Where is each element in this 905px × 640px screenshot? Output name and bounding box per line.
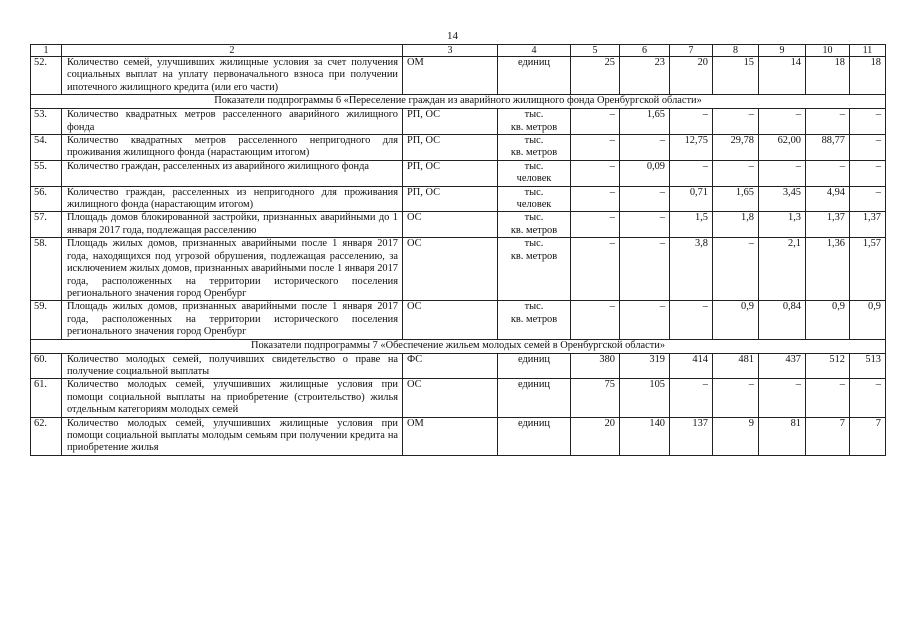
source-code: ОМ [403,57,498,95]
source-code: ОС [403,379,498,417]
indicator-name: Количество граждан, расселенных из непригодного для проживания жилищного фонда (нарастающим итогом) [62,186,403,212]
unit-of-measure: единиц [498,57,571,95]
value-cell: – [670,379,713,417]
row-number: 62. [31,417,62,455]
source-code: РП, ОС [403,160,498,186]
value-cell: 1,3 [759,212,806,238]
column-number: 11 [850,45,886,57]
table-row [31,212,886,238]
value-cell: 0,9 [850,301,886,339]
unit-of-measure: тыс. кв. метров [498,135,571,161]
source-code: РП, ОС [403,109,498,135]
value-cell: – [571,160,620,186]
unit-of-measure: тыс. кв. метров [498,238,571,301]
value-cell: – [670,160,713,186]
value-cell: 481 [713,353,759,379]
value-cell: 7 [850,417,886,455]
source-code: ОС [403,212,498,238]
value-cell: 14 [759,57,806,95]
section-header-row [31,339,886,353]
value-cell: – [713,238,759,301]
unit-of-measure: единиц [498,379,571,417]
value-cell: 7 [806,417,850,455]
source-code: ФС [403,353,498,379]
column-number: 1 [31,45,62,57]
value-cell: 137 [670,417,713,455]
value-cell: 23 [620,57,670,95]
column-number: 8 [713,45,759,57]
value-cell: 1,65 [620,109,670,135]
table-body [31,45,886,456]
value-cell: 414 [670,353,713,379]
section-header-row [31,95,886,109]
value-cell: – [620,238,670,301]
value-cell: 1,5 [670,212,713,238]
indicator-name: Площадь жилых домов, признанных аварийными после 1 января 2017 года, расположенных на территории исторического поселения регионального значения город Оренбург [62,301,403,339]
indicator-name: Площадь домов блокированной застройки, признанных аварийными до 1 января 2017 года, подлежащая расселению [62,212,403,238]
row-number: 57. [31,212,62,238]
indicator-name: Площадь жилых домов, признанных аварийными после 1 января 2017 года, находящихся под угрозой обрушения, подлежащая расселению, за исключением жилых домов, признанных аварийными после 1 января 2017 года, расположенных на территории исторического поселения регионального значения город Оренбург [62,238,403,301]
value-cell: 88,77 [806,135,850,161]
value-cell: 29,78 [713,135,759,161]
column-number: 9 [759,45,806,57]
value-cell: – [850,160,886,186]
table-row [31,135,886,161]
value-cell: – [713,160,759,186]
value-cell: – [670,301,713,339]
column-number: 10 [806,45,850,57]
table-row [31,417,886,455]
value-cell: – [759,160,806,186]
section-title: Показатели подпрограммы 6 «Переселение граждан из аварийного жилищного фонда Оренбургской области» [31,95,886,109]
table-row [31,160,886,186]
value-cell: – [850,135,886,161]
column-number: 4 [498,45,571,57]
value-cell: 18 [806,57,850,95]
table-row [31,301,886,339]
source-code: ОС [403,301,498,339]
row-number: 59. [31,301,62,339]
value-cell: 81 [759,417,806,455]
column-number: 5 [571,45,620,57]
table-row [31,109,886,135]
value-cell: 0,9 [713,301,759,339]
source-code: ОС [403,238,498,301]
unit-of-measure: единиц [498,417,571,455]
value-cell: 140 [620,417,670,455]
value-cell: 3,45 [759,186,806,212]
column-number-row [31,45,886,57]
value-cell: 12,75 [670,135,713,161]
value-cell: – [571,238,620,301]
value-cell: 1,65 [713,186,759,212]
row-number: 60. [31,353,62,379]
value-cell: – [713,379,759,417]
value-cell: – [806,109,850,135]
value-cell: 18 [850,57,886,95]
indicators-table [30,44,886,456]
row-number: 55. [31,160,62,186]
value-cell: 513 [850,353,886,379]
indicator-name: Количество семей, улучшивших жилищные условия за счет получения социальных выплат на уплату первоначального взноса при получении ипотечного жилищного кредита (или его части) [62,57,403,95]
row-number: 54. [31,135,62,161]
value-cell: – [713,109,759,135]
value-cell: 1,57 [850,238,886,301]
value-cell: – [620,186,670,212]
value-cell: 1,37 [850,212,886,238]
value-cell: 9 [713,417,759,455]
page-number: 14 [447,30,458,42]
unit-of-measure: тыс. кв. метров [498,301,571,339]
value-cell: 0,71 [670,186,713,212]
value-cell: 15 [713,57,759,95]
row-number: 58. [31,238,62,301]
value-cell: 319 [620,353,670,379]
value-cell: – [571,301,620,339]
indicator-name: Количество молодых семей, улучшивших жилищные условия при помощи социальной выплаты на приобретение (строительство) жилья отдельным категориям молодых семей [62,379,403,417]
value-cell: 1,8 [713,212,759,238]
column-number: 3 [403,45,498,57]
value-cell: – [850,109,886,135]
value-cell: 2,1 [759,238,806,301]
value-cell: – [571,109,620,135]
value-cell: – [806,379,850,417]
value-cell: 437 [759,353,806,379]
value-cell: 380 [571,353,620,379]
value-cell: – [620,135,670,161]
value-cell: – [571,212,620,238]
value-cell: 0,9 [806,301,850,339]
value-cell: – [759,109,806,135]
unit-of-measure: тыс. человек [498,160,571,186]
section-title: Показатели подпрограммы 7 «Обеспечение жильем молодых семей в Оренбургской области» [31,339,886,353]
value-cell: 75 [571,379,620,417]
unit-of-measure: единиц [498,353,571,379]
indicator-name: Количество молодых семей, улучшивших жилищные условия при помощи социальной выплаты молодым семьям при получении кредита на приобретение жилья [62,417,403,455]
value-cell: – [850,186,886,212]
indicator-name: Количество граждан, расселенных из аварийного жилищного фонда [62,160,403,186]
value-cell: – [806,160,850,186]
value-cell: – [670,109,713,135]
value-cell: – [850,379,886,417]
unit-of-measure: тыс. кв. метров [498,212,571,238]
source-code: РП, ОС [403,186,498,212]
value-cell: – [571,186,620,212]
unit-of-measure: тыс. человек [498,186,571,212]
value-cell: 20 [670,57,713,95]
table-row [31,353,886,379]
table-row [31,379,886,417]
table-row [31,186,886,212]
value-cell: 105 [620,379,670,417]
value-cell: 0,09 [620,160,670,186]
value-cell: – [620,212,670,238]
value-cell: 1,37 [806,212,850,238]
row-number: 52. [31,57,62,95]
value-cell: 62,00 [759,135,806,161]
value-cell: 3,8 [670,238,713,301]
source-code: РП, ОС [403,135,498,161]
value-cell: – [759,379,806,417]
column-number: 7 [670,45,713,57]
row-number: 56. [31,186,62,212]
value-cell: 25 [571,57,620,95]
indicator-name: Количество квадратных метров расселенного непригодного для проживания жилищного фонда (нарастающим итогом) [62,135,403,161]
indicator-name: Количество молодых семей, получивших свидетельство о праве на получение социальной выплаты [62,353,403,379]
indicator-name: Количество квадратных метров расселенного аварийного жилищного фонда [62,109,403,135]
value-cell: 4,94 [806,186,850,212]
column-number: 6 [620,45,670,57]
source-code: ОМ [403,417,498,455]
unit-of-measure: тыс. кв. метров [498,109,571,135]
value-cell: 1,36 [806,238,850,301]
table-row [31,238,886,301]
row-number: 53. [31,109,62,135]
column-number: 2 [62,45,403,57]
value-cell: 0,84 [759,301,806,339]
value-cell: – [620,301,670,339]
row-number: 61. [31,379,62,417]
value-cell: 512 [806,353,850,379]
table-row [31,57,886,95]
value-cell: 20 [571,417,620,455]
value-cell: – [571,135,620,161]
